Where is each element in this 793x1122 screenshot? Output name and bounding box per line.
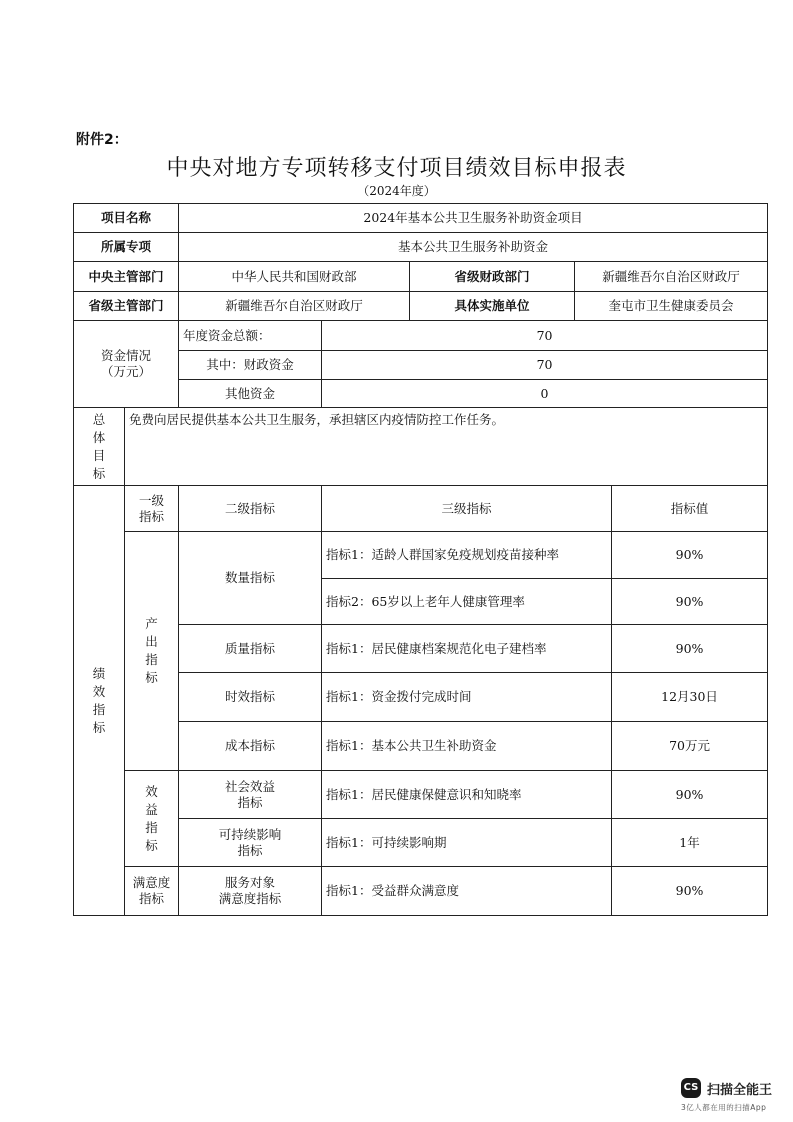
row-funds-total: [74, 321, 768, 351]
page-title: 中央对地方专项转移支付项目绩效目标申报表: [166, 156, 627, 181]
funds-label-line2: （万元）: [101, 364, 152, 379]
overall-goal-label: 总 体 目 标: [74, 408, 125, 486]
quantity-label: 数量指标: [179, 532, 322, 625]
social-indicator: 指标1：居民健康保健意识和知晓率: [322, 771, 612, 819]
header-value: 指标值: [612, 486, 768, 532]
service-indicator: 指标1：受益群众满意度: [322, 867, 612, 916]
row-funds-other: [74, 380, 768, 408]
central-dept-label: 中央主管部门: [74, 262, 179, 292]
scanner-watermark: [681, 1078, 781, 1114]
performance-label: 绩 效 指 标: [74, 486, 125, 916]
funds-fiscal-value: 70: [322, 351, 768, 380]
quantity-indicator-1: 指标1：适龄人群国家免疫规划疫苗接种率: [322, 532, 612, 579]
table-row: [74, 673, 768, 722]
table-row: [74, 867, 768, 916]
funds-total-value: 70: [322, 321, 768, 351]
central-dept-value: 中华人民共和国财政部: [179, 262, 410, 292]
cost-label: 成本指标: [179, 722, 322, 771]
table-row: [74, 532, 768, 579]
funds-label: [74, 321, 179, 408]
funds-label-line1: 资金情况: [101, 348, 152, 363]
prov-finance-label: 省级财政部门: [410, 262, 575, 292]
project-name-value: 2024年基本公共卫生服务补助资金项目: [179, 204, 768, 233]
watermark-tagline: 3亿人都在用的扫描App: [681, 1103, 767, 1112]
row-overall-goal: [74, 408, 768, 486]
quantity-indicator-2: 指标2：65岁以上老年人健康管理率: [322, 579, 612, 625]
overall-goal-text: 免费向居民提供基本公共卫生服务，承担辖区内疫情防控工作任务。: [125, 408, 768, 486]
impl-unit-value: 奎屯市卫生健康委员会: [575, 292, 768, 321]
row-perf-header: [74, 486, 768, 532]
header-level1: 一级 指标: [125, 486, 179, 532]
funds-other-value: 0: [322, 380, 768, 408]
output-indicator-label: 产 出 指 标: [125, 532, 179, 771]
sustain-label: 可持续影响 指标: [179, 819, 322, 867]
funds-fiscal-label: 其中：财政资金: [179, 351, 322, 380]
watermark-name: 扫描全能王: [707, 1083, 773, 1098]
row-special-item: [74, 233, 768, 262]
cost-indicator: 指标1：基本公共卫生补助资金: [322, 722, 612, 771]
quality-indicator: 指标1：居民健康档案规范化电子建档率: [322, 625, 612, 673]
special-item-value: 基本公共卫生服务补助资金: [179, 233, 768, 262]
table-row: [74, 819, 768, 867]
special-item-label: 所属专项: [74, 233, 179, 262]
row-funds-fiscal: [74, 351, 768, 380]
row-central-dept: [74, 262, 768, 292]
sustain-indicator: 指标1：可持续影响期: [322, 819, 612, 867]
quality-value: 90%: [612, 625, 768, 673]
cost-value: 70万元: [612, 722, 768, 771]
table-row: [74, 771, 768, 819]
social-value: 90%: [612, 771, 768, 819]
prov-dept-label: 省级主管部门: [74, 292, 179, 321]
satisfaction-label: 满意度 指标: [125, 867, 179, 916]
timeliness-label: 时效指标: [179, 673, 322, 722]
project-name-label: 项目名称: [74, 204, 179, 233]
header-level3: 三级指标: [322, 486, 612, 532]
camscanner-logo-icon: CS: [681, 1078, 701, 1098]
header-level2: 二级指标: [179, 486, 322, 532]
timeliness-indicator: 指标1：资金拨付完成时间: [322, 673, 612, 722]
row-project-name: [74, 204, 768, 233]
table-row: [74, 722, 768, 771]
funds-other-label: 其他资金: [179, 380, 322, 408]
quality-label: 质量指标: [179, 625, 322, 673]
page-year: （2024年度）: [357, 184, 436, 198]
prov-finance-value: 新疆维吾尔自治区财政厅: [575, 262, 768, 292]
timeliness-value: 12月30日: [612, 673, 768, 722]
attachment-label: 附件2：: [76, 132, 128, 148]
impl-unit-label: 具体实施单位: [410, 292, 575, 321]
performance-target-table: [73, 203, 768, 916]
row-prov-dept: [74, 292, 768, 321]
quantity-value-1: 90%: [612, 532, 768, 579]
funds-total-label: 年度资金总额：: [179, 321, 322, 351]
quantity-value-2: 90%: [612, 579, 768, 625]
sustain-value: 1年: [612, 819, 768, 867]
social-label: 社会效益 指标: [179, 771, 322, 819]
service-value: 90%: [612, 867, 768, 916]
table-row: [74, 625, 768, 673]
prov-dept-value: 新疆维吾尔自治区财政厅: [179, 292, 410, 321]
benefit-indicator-label: 效 益 指 标: [125, 771, 179, 867]
service-label: 服务对象 满意度指标: [179, 867, 322, 916]
